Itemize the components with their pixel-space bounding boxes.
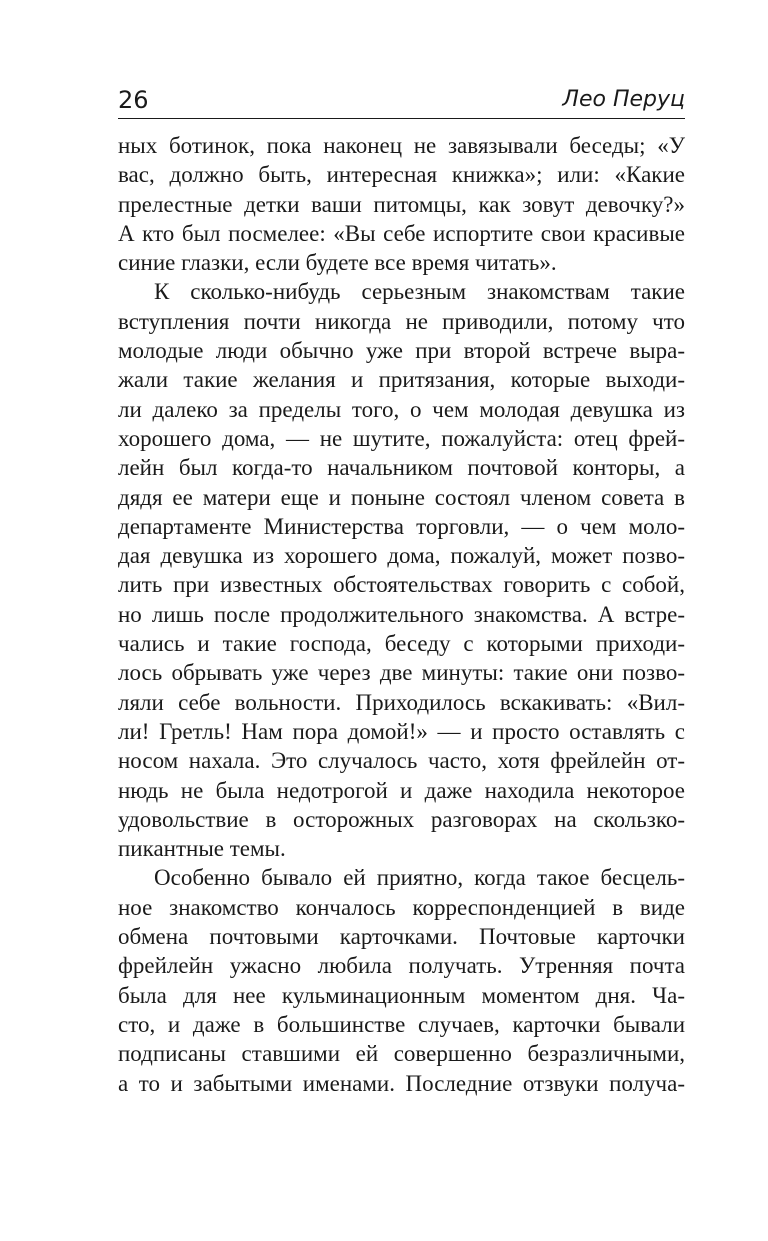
text-line: прелестные детки ваши питомцы, как зовут девочку?» — [118, 191, 685, 217]
paragraph — [118, 277, 685, 863]
text-line: лейн был когда-то начальником почтовой конторы, а — [118, 455, 685, 481]
text-line: Особенно бывало ей приятно, когда такое бесцель- — [154, 865, 685, 891]
text-line: носом нахала. Это случалось часто, хотя фрейлейн от- — [118, 748, 685, 774]
text-line: фрейлейн ужасно любила получать. Утренняя почта — [118, 953, 685, 979]
text-line: нюдь не была недотрогой и даже находила некоторое — [118, 777, 685, 803]
text-line: пикантные темы. — [118, 836, 286, 862]
text-line: сто, и даже в большинстве случаев, карточки бывали — [118, 1011, 685, 1037]
text-line: лось обрывать уже через две минуты: такие они позво- — [118, 660, 685, 686]
text-line: дая девушка из хорошего дома, пожалуй, может позво- — [118, 543, 685, 569]
text-line: удовольствие в осторожных разговорах на скользко- — [118, 806, 685, 832]
text-line: ное знакомство кончалось корреспонденцией в виде — [118, 894, 685, 920]
text-line: а то и забытыми именами. Последние отзвуки получа- — [118, 1070, 685, 1096]
text-line: департаменте Министерства торговли, — о чем моло- — [118, 513, 685, 539]
paragraph — [118, 863, 685, 1097]
text-line: ляли себе вольности. Приходилось вскакивать: «Вил- — [118, 689, 685, 715]
page-number: 26 — [118, 86, 149, 114]
text-line: ли! Гретль! Нам пора домой!» — и просто оставлять с — [118, 718, 685, 744]
body-text — [118, 131, 685, 1098]
text-line: но лишь после продолжительного знакомства. А встре- — [118, 601, 685, 627]
text-line: лить при известных обстоятельствах говорить с собой, — [118, 572, 685, 598]
text-line: подписаны ставшими ей совершенно безразличными, — [118, 1041, 685, 1067]
text-line: молодые люди обычно уже при второй встрече выра- — [118, 338, 685, 364]
paragraph — [118, 131, 685, 277]
text-line: К сколько-нибудь серьезным знакомствам такие — [154, 279, 685, 305]
text-line: чались и такие господа, беседу с которыми приходи- — [118, 631, 685, 657]
text-line: жали такие желания и притязания, которые выходи- — [118, 367, 685, 393]
text-line: хорошего дома, — не шутите, пожалуйста: отец фрей- — [118, 425, 685, 451]
text-line: вступления почти никогда не приводили, потому что — [118, 308, 685, 334]
text-line: ных ботинок, пока наконец не завязывали беседы; «У — [118, 133, 685, 158]
text-line: дядя ее матери еще и поныне состоял членом совета в — [118, 484, 685, 510]
text-line: ли далеко за пределы того, о чем молодая девушка из — [118, 396, 685, 422]
text-line: была для нее кульминационным моментом дня. Ча- — [118, 982, 685, 1008]
text-line: вас, должно быть, интересная книжка»; или: «Какие — [118, 162, 685, 188]
page-header — [118, 84, 685, 119]
running-head-author: Лео Перуц — [562, 87, 685, 112]
text-line: синие глазки, если будете все время читать». — [118, 250, 557, 276]
text-line: обмена почтовыми карточками. Почтовые карточки — [118, 924, 685, 950]
text-line: А кто был посмелее: «Вы себе испортите свои красивые — [118, 220, 685, 246]
book-page — [118, 84, 685, 1098]
